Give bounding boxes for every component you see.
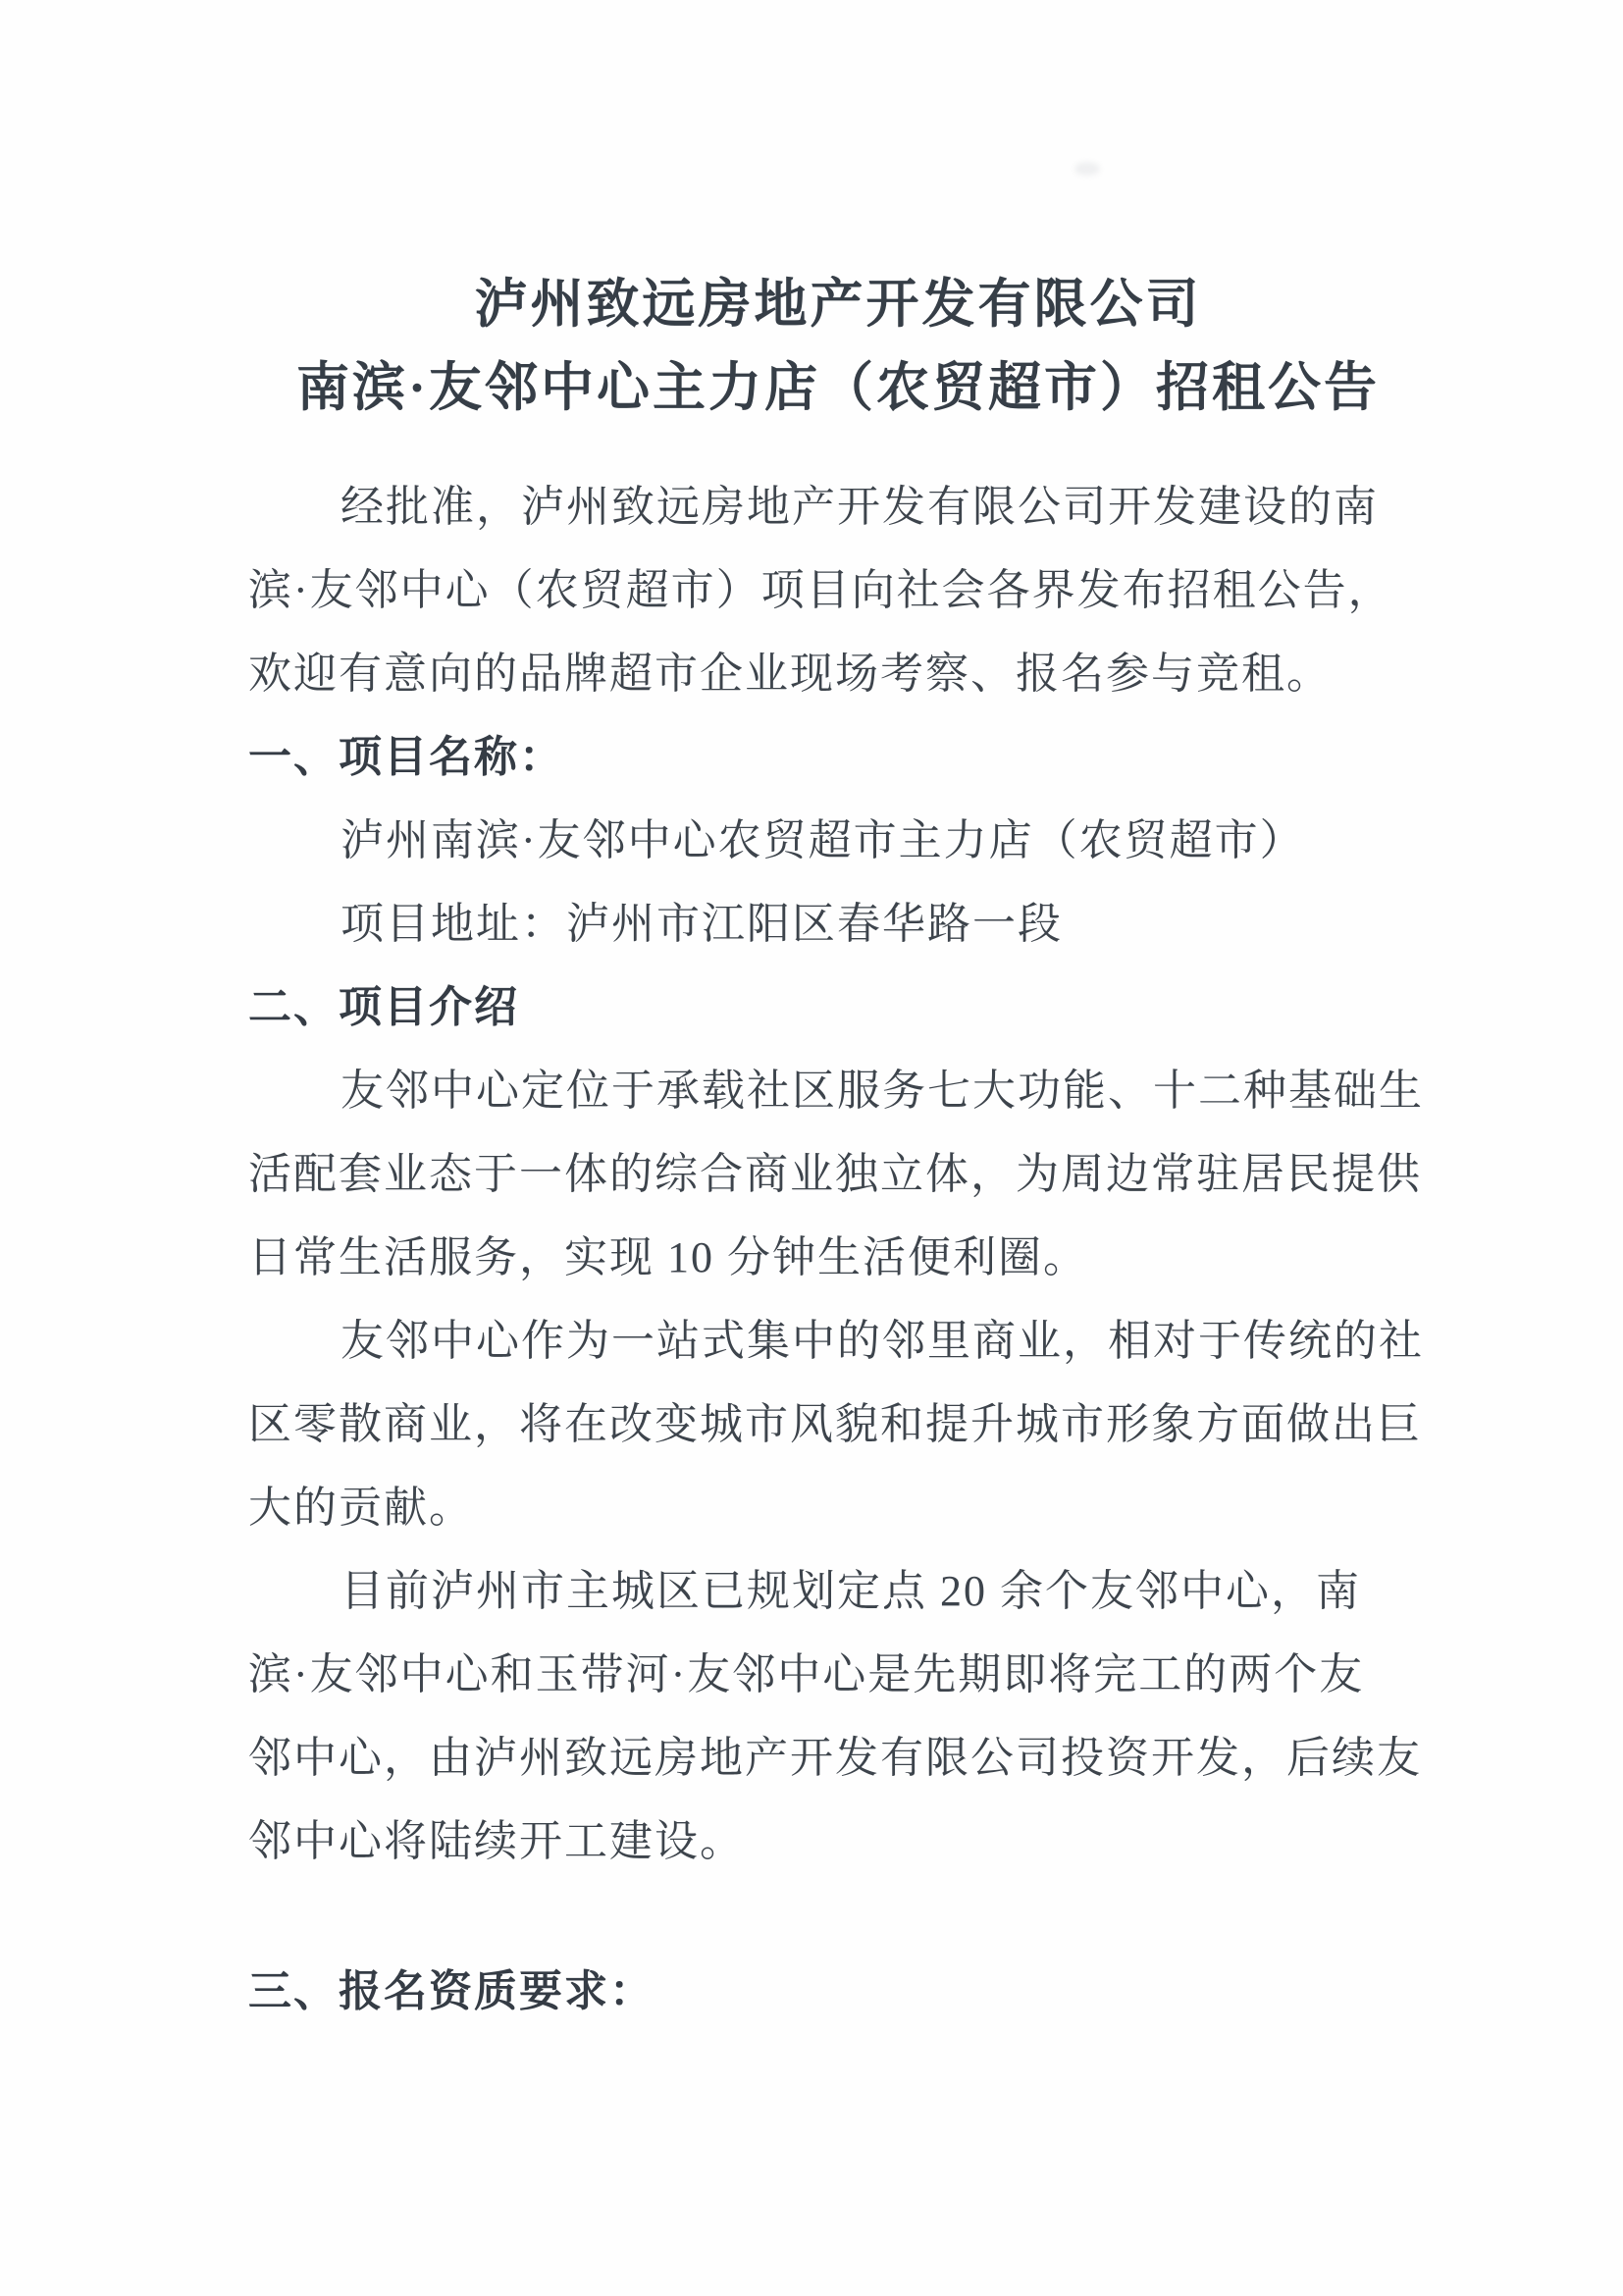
paragraph-line: 滨·友邻中心和玉带河·友邻中心是先期即将完工的两个友 — [248, 1650, 1365, 1698]
section-2-paragraph-1 — [248, 1049, 1428, 1299]
paragraph-line: 目前泸州市主城区已规划定点 20 余个友邻中心，南 — [340, 1567, 1361, 1615]
document-title-line-1: 泸州致远房地产开发有限公司 — [474, 275, 1202, 334]
intro-paragraph — [248, 465, 1428, 715]
document-title-line-2: 南滨·友邻中心主力店（农贸超市）招租公告 — [295, 358, 1380, 417]
project-address-line: 项目地址：泸州市江阳区春华路一段 — [340, 900, 1063, 948]
section-2-paragraph-3 — [248, 1549, 1428, 1883]
paragraph-line: 邻中心将陆续开工建设。 — [248, 1817, 745, 1865]
section-1 — [248, 715, 1428, 965]
blank-line-spacer — [248, 1883, 1428, 1950]
section-2-paragraph-2 — [248, 1299, 1428, 1549]
paragraph-line: 活配套业态于一体的综合商业独立体，为周边常驻居民提供 — [248, 1150, 1422, 1198]
section-2-heading: 二、项目介绍 — [248, 983, 519, 1031]
intro-line: 经批准，泸州致远房地产开发有限公司开发建设的南 — [340, 483, 1379, 531]
paragraph-line: 日常生活服务，实现 10 分钟生活便利圈。 — [248, 1233, 1088, 1281]
section-3-heading: 三、报名资质要求： — [248, 1967, 654, 2015]
paragraph-line: 友邻中心定位于承载社区服务七大功能、十二种基础生 — [340, 1067, 1424, 1115]
paragraph-line: 邻中心，由泸州致远房地产开发有限公司投资开发，后续友 — [248, 1734, 1422, 1782]
scan-smudge — [1074, 162, 1100, 176]
intro-line: 欢迎有意向的品牌超市企业现场考察、报名参与竞租。 — [248, 650, 1332, 698]
intro-line: 滨·友邻中心（农贸超市）项目向社会各界发布招租公告， — [248, 566, 1393, 614]
project-name-line: 泸州南滨·友邻中心农贸超市主力店（农贸超市） — [340, 816, 1305, 864]
section-2 — [248, 965, 1428, 1883]
paragraph-line: 区零散商业，将在改变城市风貌和提升城市形象方面做出巨 — [248, 1400, 1422, 1448]
document-content — [248, 263, 1428, 2033]
paragraph-line: 友邻中心作为一站式集中的邻里商业，相对于传统的社 — [340, 1317, 1424, 1365]
paragraph-line: 大的贡献。 — [248, 1484, 474, 1532]
section-1-heading: 一、项目名称： — [248, 733, 564, 781]
section-3 — [248, 1950, 1428, 2033]
